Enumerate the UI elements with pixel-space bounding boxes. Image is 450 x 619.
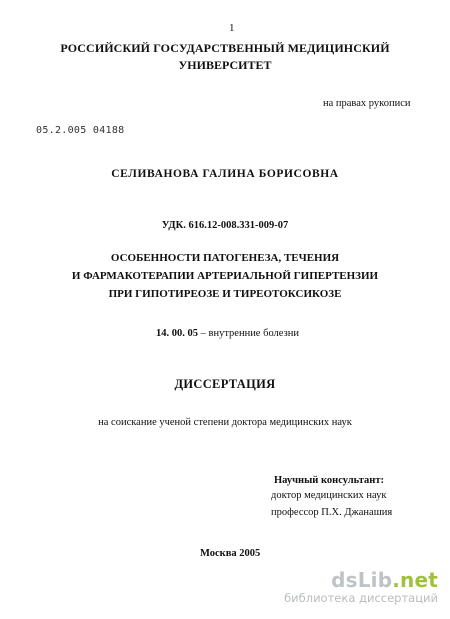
- archive-stamp: 05.2.005 04188: [36, 125, 125, 136]
- specialty-name: – внутренние болезни: [198, 328, 299, 339]
- watermark: [268, 569, 438, 605]
- watermark-logo-tld: .net: [392, 568, 438, 592]
- consultant-name: профессор П.Х. Джанашия: [271, 507, 393, 518]
- institution-name-line1: РОССИЙСКИЙ ГОСУДАРСТВЕННЫЙ МЕДИЦИНСКИЙ: [60, 41, 390, 55]
- consultant-degree: доктор медицинских наук: [271, 490, 387, 501]
- author-name: СЕЛИВАНОВА ГАЛИНА БОРИСОВНА: [111, 168, 339, 180]
- specialty: [156, 328, 299, 339]
- city-year: Москва 2005: [200, 548, 261, 559]
- dissertation-title-line2: И ФАРМАКОТЕРАПИИ АРТЕРИАЛЬНОЙ ГИПЕРТЕНЗИИ: [71, 270, 379, 282]
- dissertation-title-line3: ПРИ ГИПОТИРЕОЗЕ И ТИРЕОТОКСИКОЗЕ: [108, 288, 342, 300]
- document-type: ДИССЕРТАЦИЯ: [174, 377, 276, 391]
- watermark-logo: [268, 569, 438, 591]
- institution-name-line2: УНИВЕРСИТЕТ: [178, 58, 272, 72]
- degree-sought: на соискание ученой степени доктора медицинских наук: [98, 417, 352, 428]
- udc-code: УДК. 616.12-008.331-009-07: [161, 220, 289, 231]
- watermark-caption: библиотека диссертаций: [284, 591, 438, 605]
- dissertation-title-line1: ОСОБЕННОСТИ ПАТОГЕНЕЗА, ТЕЧЕНИЯ: [110, 252, 340, 264]
- rights-note: на правах рукописи: [323, 98, 411, 109]
- specialty-code: 14. 00. 05: [156, 328, 198, 339]
- page-number: 1: [229, 22, 235, 34]
- watermark-logo-main: dsLib: [331, 568, 393, 592]
- consultant-heading: Научный консультант:: [274, 475, 384, 486]
